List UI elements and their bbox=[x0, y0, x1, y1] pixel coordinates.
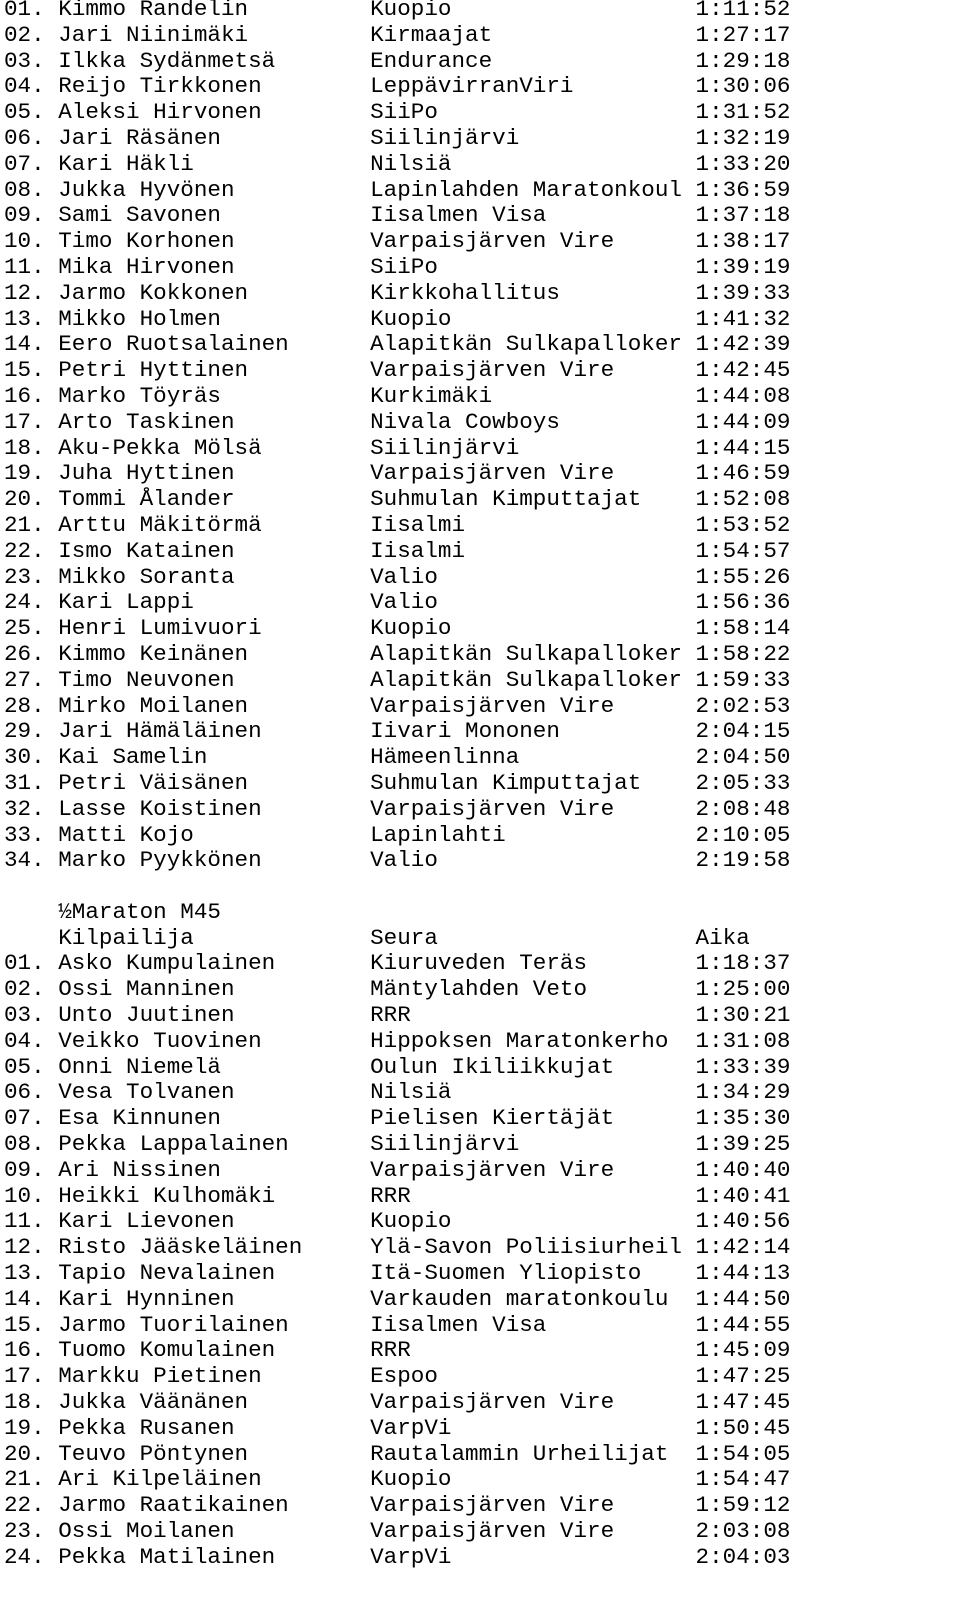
result-row bbox=[4, 1235, 790, 1261]
result-row bbox=[4, 0, 790, 23]
runner-name: Mikko Holmen bbox=[58, 305, 221, 332]
result-row bbox=[4, 719, 790, 745]
runner-name: Asko Kumpulainen bbox=[58, 950, 276, 977]
runner-name: Jari Niinimäki bbox=[58, 21, 249, 48]
runner-name: Henri Lumivuori bbox=[58, 615, 262, 642]
result-row bbox=[4, 513, 790, 539]
rank: 26. bbox=[4, 640, 45, 667]
club-name: Kuopio bbox=[370, 1466, 452, 1493]
rank: 19. bbox=[4, 460, 45, 487]
finish-time: 1:59:12 bbox=[695, 1492, 791, 1519]
rank: 20. bbox=[4, 1440, 45, 1467]
finish-time: 1:54:57 bbox=[695, 537, 791, 564]
club-name: Varpaisjärven Vire bbox=[370, 1492, 615, 1519]
runner-name: Jarmo Tuorilainen bbox=[58, 1311, 289, 1338]
finish-time: 2:04:15 bbox=[695, 718, 791, 745]
finish-time: 1:44:55 bbox=[695, 1311, 791, 1338]
club-name: Valio bbox=[370, 847, 438, 874]
finish-time: 1:44:50 bbox=[695, 1285, 791, 1312]
rank: 10. bbox=[4, 228, 45, 255]
club-name: Iisalmen Visa bbox=[370, 1311, 547, 1338]
finish-time: 1:33:20 bbox=[695, 150, 791, 177]
club-name: Suhmulan Kimputtajat bbox=[370, 769, 642, 796]
result-row bbox=[4, 745, 790, 771]
finish-time: 2:05:33 bbox=[695, 769, 791, 796]
finish-time: 1:40:40 bbox=[695, 1156, 791, 1183]
rank: 09. bbox=[4, 1156, 45, 1183]
finish-time: 1:27:17 bbox=[695, 21, 791, 48]
finish-time: 1:54:47 bbox=[695, 1466, 791, 1493]
result-row bbox=[4, 1106, 790, 1132]
runner-name: Arttu Mäkitörmä bbox=[58, 511, 262, 538]
club-name: Kirkkohallitus bbox=[370, 279, 560, 306]
club-name: Iisalmi bbox=[370, 511, 466, 538]
runner-name: Kimmo Randelin bbox=[58, 0, 249, 22]
result-row bbox=[4, 384, 790, 410]
club-name: VarpVi bbox=[370, 1414, 452, 1441]
rank: 10. bbox=[4, 1182, 45, 1209]
result-row bbox=[4, 1080, 790, 1106]
club-name: Espoo bbox=[370, 1363, 438, 1390]
runner-name: Mika Hirvonen bbox=[58, 253, 235, 280]
result-row bbox=[4, 1442, 790, 1468]
finish-time: 1:41:32 bbox=[695, 305, 791, 332]
runner-name: Ossi Manninen bbox=[58, 976, 235, 1003]
finish-time: 1:30:06 bbox=[695, 73, 791, 100]
finish-time: 1:39:19 bbox=[695, 253, 791, 280]
rank: 20. bbox=[4, 486, 45, 513]
runner-name: Vesa Tolvanen bbox=[58, 1079, 235, 1106]
finish-time: 1:47:25 bbox=[695, 1363, 791, 1390]
rank: 16. bbox=[4, 1337, 45, 1364]
finish-time: 1:52:08 bbox=[695, 486, 791, 513]
result-row bbox=[4, 178, 790, 204]
rank: 08. bbox=[4, 176, 45, 203]
rank: 06. bbox=[4, 1079, 45, 1106]
runner-name: Jarmo Raatikainen bbox=[58, 1492, 289, 1519]
club-name: Ylä-Savon Poliisiurheil bbox=[370, 1234, 682, 1261]
club-name: Varpaisjärven Vire bbox=[370, 1156, 615, 1183]
section-title-text: ½Maraton M45 bbox=[58, 898, 221, 925]
club-name: Iivari Mononen bbox=[370, 718, 560, 745]
finish-time: 1:45:09 bbox=[695, 1337, 791, 1364]
rank: 02. bbox=[4, 976, 45, 1003]
runner-name: Risto Jääskeläinen bbox=[58, 1234, 303, 1261]
result-row bbox=[4, 1029, 790, 1055]
runner-name: Jukka Hyvönen bbox=[58, 176, 235, 203]
club-name: Nilsiä bbox=[370, 1079, 452, 1106]
club-name: Iisalmen Visa bbox=[370, 202, 547, 229]
runner-name: Marko Töyräs bbox=[58, 382, 221, 409]
finish-time: 1:30:21 bbox=[695, 1002, 791, 1029]
finish-time: 1:38:17 bbox=[695, 228, 791, 255]
result-row bbox=[4, 1261, 790, 1287]
runner-name: Jari Räsänen bbox=[58, 124, 221, 151]
result-row bbox=[4, 49, 790, 75]
result-row bbox=[4, 332, 790, 358]
rank: 04. bbox=[4, 1027, 45, 1054]
rank: 09. bbox=[4, 202, 45, 229]
club-name: VarpVi bbox=[370, 1543, 452, 1570]
club-name: Pielisen Kiertäjät bbox=[370, 1105, 615, 1132]
runner-name: Tuomo Komulainen bbox=[58, 1337, 276, 1364]
finish-time: 1:35:30 bbox=[695, 1105, 791, 1132]
club-name: Hämeenlinna bbox=[370, 744, 520, 771]
result-row bbox=[4, 642, 790, 668]
club-name: Suhmulan Kimputtajat bbox=[370, 486, 642, 513]
rank: 15. bbox=[4, 357, 45, 384]
rank: 16. bbox=[4, 382, 45, 409]
club-name: Nivala Cowboys bbox=[370, 408, 560, 435]
result-row bbox=[4, 590, 790, 616]
club-name: Iisalmi bbox=[370, 537, 466, 564]
rank: 28. bbox=[4, 692, 45, 719]
runner-name: Jukka Väänänen bbox=[58, 1389, 249, 1416]
finish-time: 2:02:53 bbox=[695, 692, 791, 719]
club-name: Alapitkän Sulkapalloker bbox=[370, 640, 682, 667]
rank: 31. bbox=[4, 769, 45, 796]
rank: 13. bbox=[4, 1260, 45, 1287]
runner-name: Tapio Nevalainen bbox=[58, 1260, 276, 1287]
club-name: Endurance bbox=[370, 47, 493, 74]
rank: 12. bbox=[4, 1234, 45, 1261]
rank: 22. bbox=[4, 537, 45, 564]
result-row bbox=[4, 436, 790, 462]
runner-name: Kai Samelin bbox=[58, 744, 208, 771]
finish-time: 2:04:03 bbox=[695, 1543, 791, 1570]
finish-time: 1:25:00 bbox=[695, 976, 791, 1003]
runner-name: Pekka Lappalainen bbox=[58, 1131, 289, 1158]
result-row bbox=[4, 848, 790, 874]
club-name: Kuopio bbox=[370, 0, 452, 22]
finish-time: 1:31:08 bbox=[695, 1027, 791, 1054]
club-name: Varpaisjärven Vire bbox=[370, 1389, 615, 1416]
finish-time: 1:53:52 bbox=[695, 511, 791, 538]
rank: 14. bbox=[4, 331, 45, 358]
rank: 23. bbox=[4, 1518, 45, 1545]
result-row bbox=[4, 74, 790, 100]
result-row bbox=[4, 1519, 790, 1545]
results-document bbox=[4, 0, 790, 1571]
runner-name: Kimmo Keinänen bbox=[58, 640, 249, 667]
club-name: Kuopio bbox=[370, 305, 452, 332]
runner-name: Tommi Ålander bbox=[58, 486, 235, 513]
result-row bbox=[4, 1132, 790, 1158]
runner-name: Veikko Tuovinen bbox=[58, 1027, 262, 1054]
runner-name: Mirko Moilanen bbox=[58, 692, 249, 719]
finish-time: 1:36:59 bbox=[695, 176, 791, 203]
result-row bbox=[4, 668, 790, 694]
club-name: Kurkimäki bbox=[370, 382, 493, 409]
rank: 17. bbox=[4, 408, 45, 435]
result-row bbox=[4, 487, 790, 513]
runner-name: Onni Niemelä bbox=[58, 1053, 221, 1080]
result-row bbox=[4, 461, 790, 487]
club-name: Hippoksen Maratonkerho bbox=[370, 1027, 669, 1054]
result-row bbox=[4, 797, 790, 823]
rank: 34. bbox=[4, 847, 45, 874]
finish-time: 1:32:19 bbox=[695, 124, 791, 151]
runner-name: Aleksi Hirvonen bbox=[58, 99, 262, 126]
rank: 05. bbox=[4, 99, 45, 126]
runner-name: Pekka Rusanen bbox=[58, 1414, 235, 1441]
result-row bbox=[4, 539, 790, 565]
rank: 13. bbox=[4, 305, 45, 332]
club-name: Kiuruveden Teräs bbox=[370, 950, 588, 977]
rank: 08. bbox=[4, 1131, 45, 1158]
rank: 15. bbox=[4, 1311, 45, 1338]
runner-name: Lasse Koistinen bbox=[58, 795, 262, 822]
runner-name: Petri Väisänen bbox=[58, 769, 249, 796]
result-row bbox=[4, 951, 790, 977]
finish-time: 1:59:33 bbox=[695, 666, 791, 693]
rank: 33. bbox=[4, 821, 45, 848]
club-name: Lapinlahden Maratonkoul bbox=[370, 176, 682, 203]
runner-name: Unto Juutinen bbox=[58, 1002, 235, 1029]
club-name: Alapitkän Sulkapalloker bbox=[370, 666, 682, 693]
finish-time: 1:39:25 bbox=[695, 1131, 791, 1158]
runner-name: Ilkka Sydänmetsä bbox=[58, 47, 276, 74]
runner-name: Matti Kojo bbox=[58, 821, 194, 848]
finish-time: 1:42:14 bbox=[695, 1234, 791, 1261]
club-name: RRR bbox=[370, 1337, 411, 1364]
club-name: Varpaisjärven Vire bbox=[370, 692, 615, 719]
result-row bbox=[4, 1338, 790, 1364]
result-row bbox=[4, 1209, 790, 1235]
club-name: Kirmaajat bbox=[370, 21, 493, 48]
result-row bbox=[4, 203, 790, 229]
finish-time: 1:39:33 bbox=[695, 279, 791, 306]
finish-time: 1:54:05 bbox=[695, 1440, 791, 1467]
runner-name: Kari Lappi bbox=[58, 589, 194, 616]
runner-name: Kari Lievonen bbox=[58, 1208, 235, 1235]
result-row bbox=[4, 1493, 790, 1519]
finish-time: 1:42:39 bbox=[695, 331, 791, 358]
club-name: Siilinjärvi bbox=[370, 1131, 520, 1158]
runner-name: Arto Taskinen bbox=[58, 408, 235, 435]
rank: 19. bbox=[4, 1414, 45, 1441]
club-name: Kuopio bbox=[370, 615, 452, 642]
rank: 21. bbox=[4, 511, 45, 538]
result-row bbox=[4, 1545, 790, 1571]
blank-line bbox=[4, 874, 790, 900]
result-row bbox=[4, 1003, 790, 1029]
result-row bbox=[4, 1158, 790, 1184]
result-row bbox=[4, 100, 790, 126]
result-row bbox=[4, 616, 790, 642]
rank: 12. bbox=[4, 279, 45, 306]
result-row bbox=[4, 1184, 790, 1210]
finish-time: 1:44:13 bbox=[695, 1260, 791, 1287]
runner-name: Jarmo Kokkonen bbox=[58, 279, 249, 306]
rank: 03. bbox=[4, 1002, 45, 1029]
runner-name: Petri Hyttinen bbox=[58, 357, 249, 384]
rank: 06. bbox=[4, 124, 45, 151]
result-row bbox=[4, 23, 790, 49]
finish-time: 1:56:36 bbox=[695, 589, 791, 616]
finish-time: 1:37:18 bbox=[695, 202, 791, 229]
runner-name: Reijo Tirkkonen bbox=[58, 73, 262, 100]
result-row bbox=[4, 1055, 790, 1081]
rank: 04. bbox=[4, 73, 45, 100]
result-row bbox=[4, 977, 790, 1003]
finish-time: 1:55:26 bbox=[695, 563, 791, 590]
club-name: Rautalammin Urheilijat bbox=[370, 1440, 669, 1467]
runner-name: Ossi Moilanen bbox=[58, 1518, 235, 1545]
rank: 29. bbox=[4, 718, 45, 745]
runner-name: Markku Pietinen bbox=[58, 1363, 262, 1390]
club-name: SiiPo bbox=[370, 253, 438, 280]
club-name: Kuopio bbox=[370, 1208, 452, 1235]
runner-name: Timo Korhonen bbox=[58, 228, 235, 255]
column-headers bbox=[4, 926, 790, 952]
runner-name: Kari Hynninen bbox=[58, 1285, 235, 1312]
finish-time: 1:29:18 bbox=[695, 47, 791, 74]
result-row bbox=[4, 229, 790, 255]
club-name: RRR bbox=[370, 1182, 411, 1209]
finish-time: 2:03:08 bbox=[695, 1518, 791, 1545]
rank: 30. bbox=[4, 744, 45, 771]
result-row bbox=[4, 410, 790, 436]
runner-name: Jari Hämäläinen bbox=[58, 718, 262, 745]
result-row bbox=[4, 1287, 790, 1313]
rank: 07. bbox=[4, 150, 45, 177]
club-name: Siilinjärvi bbox=[370, 124, 520, 151]
finish-time: 1:46:59 bbox=[695, 460, 791, 487]
finish-time: 1:44:15 bbox=[695, 434, 791, 461]
rank: 11. bbox=[4, 1208, 45, 1235]
runner-name: Mikko Soranta bbox=[58, 563, 235, 590]
finish-time: 2:19:58 bbox=[695, 847, 791, 874]
result-row bbox=[4, 255, 790, 281]
club-name: Nilsiä bbox=[370, 150, 452, 177]
club-name: Varpaisjärven Vire bbox=[370, 1518, 615, 1545]
result-row bbox=[4, 358, 790, 384]
club-name: Varpaisjärven Vire bbox=[370, 228, 615, 255]
finish-time: 1:40:56 bbox=[695, 1208, 791, 1235]
result-row bbox=[4, 281, 790, 307]
rank: 23. bbox=[4, 563, 45, 590]
club-name: Siilinjärvi bbox=[370, 434, 520, 461]
runner-name: Juha Hyttinen bbox=[58, 460, 235, 487]
runner-name: Ismo Katainen bbox=[58, 537, 235, 564]
finish-time: 1:34:29 bbox=[695, 1079, 791, 1106]
runner-name: Eero Ruotsalainen bbox=[58, 331, 289, 358]
club-name: RRR bbox=[370, 1002, 411, 1029]
rank: 01. bbox=[4, 0, 45, 22]
club-name: SiiPo bbox=[370, 99, 438, 126]
finish-time: 1:40:41 bbox=[695, 1182, 791, 1209]
club-name: Varpaisjärven Vire bbox=[370, 460, 615, 487]
section-title bbox=[4, 900, 790, 926]
finish-time: 1:50:45 bbox=[695, 1414, 791, 1441]
rank: 17. bbox=[4, 1363, 45, 1390]
club-name: Varpaisjärven Vire bbox=[370, 795, 615, 822]
runner-name: Timo Neuvonen bbox=[58, 666, 235, 693]
club-name: Oulun Ikiliikkujat bbox=[370, 1053, 615, 1080]
runner-name: Kari Häkli bbox=[58, 150, 194, 177]
result-row bbox=[4, 823, 790, 849]
finish-time: 1:42:45 bbox=[695, 357, 791, 384]
rank: 32. bbox=[4, 795, 45, 822]
club-name: Alapitkän Sulkapalloker bbox=[370, 331, 682, 358]
club-name: Valio bbox=[370, 589, 438, 616]
finish-time: 1:31:52 bbox=[695, 99, 791, 126]
club-name: Valio bbox=[370, 563, 438, 590]
club-name: Mäntylahden Veto bbox=[370, 976, 588, 1003]
club-name: Varpaisjärven Vire bbox=[370, 357, 615, 384]
runner-name: Ari Nissinen bbox=[58, 1156, 221, 1183]
runner-name: Teuvo Pöntynen bbox=[58, 1440, 249, 1467]
header-time: Aika bbox=[695, 924, 750, 951]
finish-time: 1:47:45 bbox=[695, 1389, 791, 1416]
rank: 11. bbox=[4, 253, 45, 280]
rank: 14. bbox=[4, 1285, 45, 1312]
rank: 07. bbox=[4, 1105, 45, 1132]
finish-time: 1:44:09 bbox=[695, 408, 791, 435]
result-row bbox=[4, 152, 790, 178]
finish-time: 1:58:14 bbox=[695, 615, 791, 642]
runner-name: Pekka Matilainen bbox=[58, 1543, 276, 1570]
runner-name: Aku-Pekka Mölsä bbox=[58, 434, 262, 461]
rank: 01. bbox=[4, 950, 45, 977]
finish-time: 2:04:50 bbox=[695, 744, 791, 771]
finish-time: 1:18:37 bbox=[695, 950, 791, 977]
finish-time: 2:08:48 bbox=[695, 795, 791, 822]
club-name: Lapinlahti bbox=[370, 821, 506, 848]
finish-time: 1:58:22 bbox=[695, 640, 791, 667]
result-row bbox=[4, 565, 790, 591]
club-name: LeppävirranViri bbox=[370, 73, 574, 100]
result-row bbox=[4, 1313, 790, 1339]
finish-time: 1:33:39 bbox=[695, 1053, 791, 1080]
runner-name: Sami Savonen bbox=[58, 202, 221, 229]
rank: 24. bbox=[4, 589, 45, 616]
rank: 22. bbox=[4, 1492, 45, 1519]
runner-name: Heikki Kulhomäki bbox=[58, 1182, 276, 1209]
result-row bbox=[4, 1390, 790, 1416]
finish-time: 2:10:05 bbox=[695, 821, 791, 848]
runner-name: Esa Kinnunen bbox=[58, 1105, 221, 1132]
rank: 02. bbox=[4, 21, 45, 48]
header-name: Kilpailija bbox=[58, 924, 194, 951]
runner-name: Ari Kilpeläinen bbox=[58, 1466, 262, 1493]
result-row bbox=[4, 1467, 790, 1493]
rank: 18. bbox=[4, 1389, 45, 1416]
club-name: Varkauden maratonkoulu bbox=[370, 1285, 669, 1312]
result-row bbox=[4, 694, 790, 720]
runner-name: Marko Pyykkönen bbox=[58, 847, 262, 874]
result-row bbox=[4, 307, 790, 333]
rank: 18. bbox=[4, 434, 45, 461]
finish-time: 1:11:52 bbox=[695, 0, 791, 22]
result-row bbox=[4, 1416, 790, 1442]
rank: 03. bbox=[4, 47, 45, 74]
result-row bbox=[4, 126, 790, 152]
rank: 05. bbox=[4, 1053, 45, 1080]
rank: 27. bbox=[4, 666, 45, 693]
rank: 25. bbox=[4, 615, 45, 642]
result-row bbox=[4, 771, 790, 797]
header-club: Seura bbox=[370, 924, 438, 951]
club-name: Itä-Suomen Yliopisto bbox=[370, 1260, 642, 1287]
result-row bbox=[4, 1364, 790, 1390]
rank: 24. bbox=[4, 1543, 45, 1570]
rank: 21. bbox=[4, 1466, 45, 1493]
finish-time: 1:44:08 bbox=[695, 382, 791, 409]
